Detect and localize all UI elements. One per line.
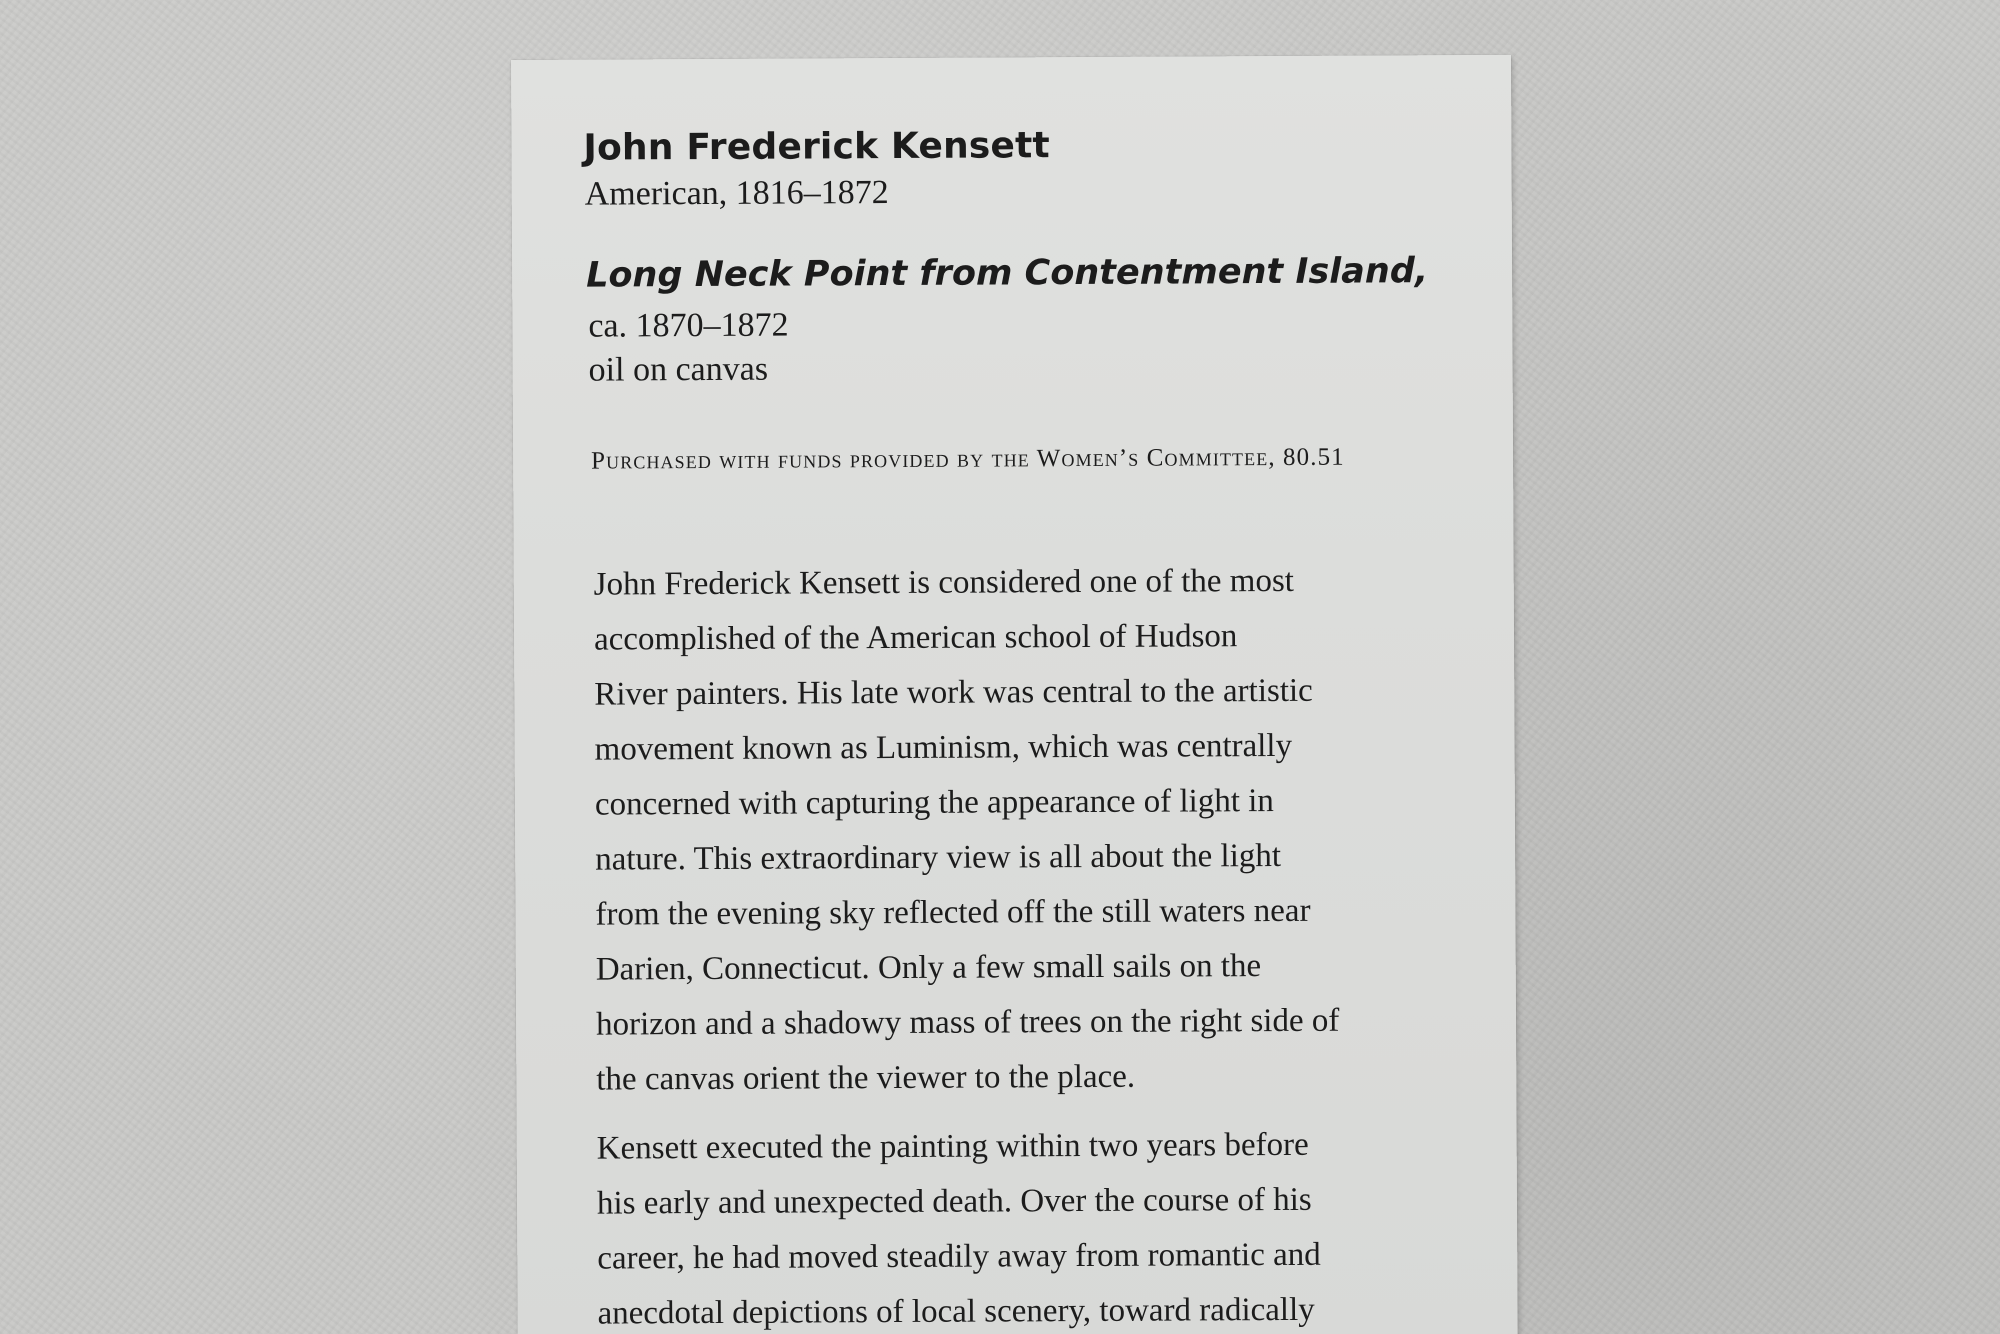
- paragraph-line: accomplished of the American school of Hudson: [593, 618, 1238, 658]
- paragraph-line: John Frederick Kensett is considered one of the most: [593, 562, 1295, 603]
- museum-wall-label: [511, 55, 1518, 1334]
- paragraph-line: movement known as Luminism, which was centrally: [594, 727, 1293, 768]
- artist-nationality-dates: American, 1816–1872: [584, 174, 889, 213]
- paragraph-line: his early and unexpected death. Over the course of his: [596, 1181, 1312, 1222]
- paragraph-line: River painters. His late work was central to the artistic: [594, 672, 1313, 713]
- artwork-medium: oil on canvas: [588, 350, 769, 389]
- paragraph-line: Kensett executed the painting within two years before: [596, 1126, 1309, 1167]
- paragraph-line: anecdotal depictions of local scenery, toward radically: [597, 1291, 1315, 1332]
- artwork-title: Long Neck Point from Contentment Island,: [586, 251, 1429, 296]
- artist-name: John Frederick Kensett: [583, 125, 1051, 169]
- description-paragraph-1: [594, 554, 1340, 1108]
- paragraph-line: nature. This extraordinary view is all about the light: [595, 837, 1282, 878]
- paragraph-line: Darien, Connecticut. Only a few small sails on the: [595, 948, 1262, 988]
- paragraph-line: the canvas orient the viewer to the place.: [596, 1058, 1136, 1098]
- paragraph-line: career, he had moved steadily away from romantic and: [597, 1236, 1321, 1277]
- artwork-date: ca. 1870–1872: [588, 306, 789, 345]
- paragraph-line: horizon and a shadowy mass of trees on the right side of: [595, 1002, 1340, 1043]
- credit-line: Purchased with funds provided by the Women’s Committee, 80.51: [591, 443, 1345, 475]
- description-paragraph-2: [597, 1118, 1322, 1334]
- paragraph-line: from the evening sky reflected off the still waters near: [595, 892, 1311, 933]
- paragraph-line: concerned with capturing the appearance of light in: [594, 783, 1274, 823]
